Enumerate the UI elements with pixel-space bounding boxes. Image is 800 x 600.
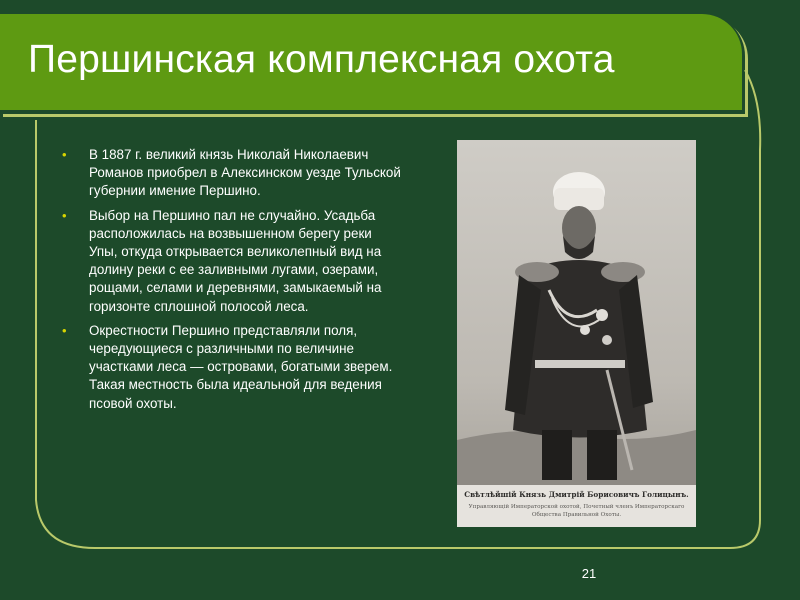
slide-title: Першинская комплексная охота [28, 38, 615, 81]
bullet-item-2 [62, 207, 402, 316]
portrait-illustration [457, 140, 696, 527]
photo-caption-subtitle: Управляющій Императорской охотой, Почетный членъ Императорскаго Общества Правильной Охоты. [468, 504, 685, 518]
bullet-text-2: Выбор на Першино пал не случайно. Усадьба расположилась на возвышенном берегу реки Упы, откуда открывается великолепный вид на долину реки с ее заливными лугами, озерами, рощами, селами и деревнями, замыкаемый на горизонте сплошной полосой леса. [89, 207, 382, 314]
bullet-icon: • [62, 322, 67, 338]
bullet-item-3 [62, 322, 402, 413]
portrait-photo [457, 140, 696, 527]
bullet-icon: • [62, 207, 67, 223]
bullet-text-3: Окрестности Першино представляли поля, чередующиеся с различными по величине участками леса — островами, богатыми зверем. Такая местность была идеальной для ведения псовой охоты. [89, 322, 393, 411]
page-number: 21 [581, 566, 597, 581]
bullet-item-1 [62, 146, 402, 201]
bullet-icon: • [62, 147, 67, 162]
photo-caption-title: Свѣтлѣйшій Князь Дмитрій Борисовичъ Голицынъ. [464, 490, 689, 499]
bullet-text-1: В 1887 г. великий князь Николай Николаевич Романов приобрел в Алексинском уезде Тульской губернии имение Першино. [89, 147, 401, 199]
bullet-list [62, 146, 402, 419]
